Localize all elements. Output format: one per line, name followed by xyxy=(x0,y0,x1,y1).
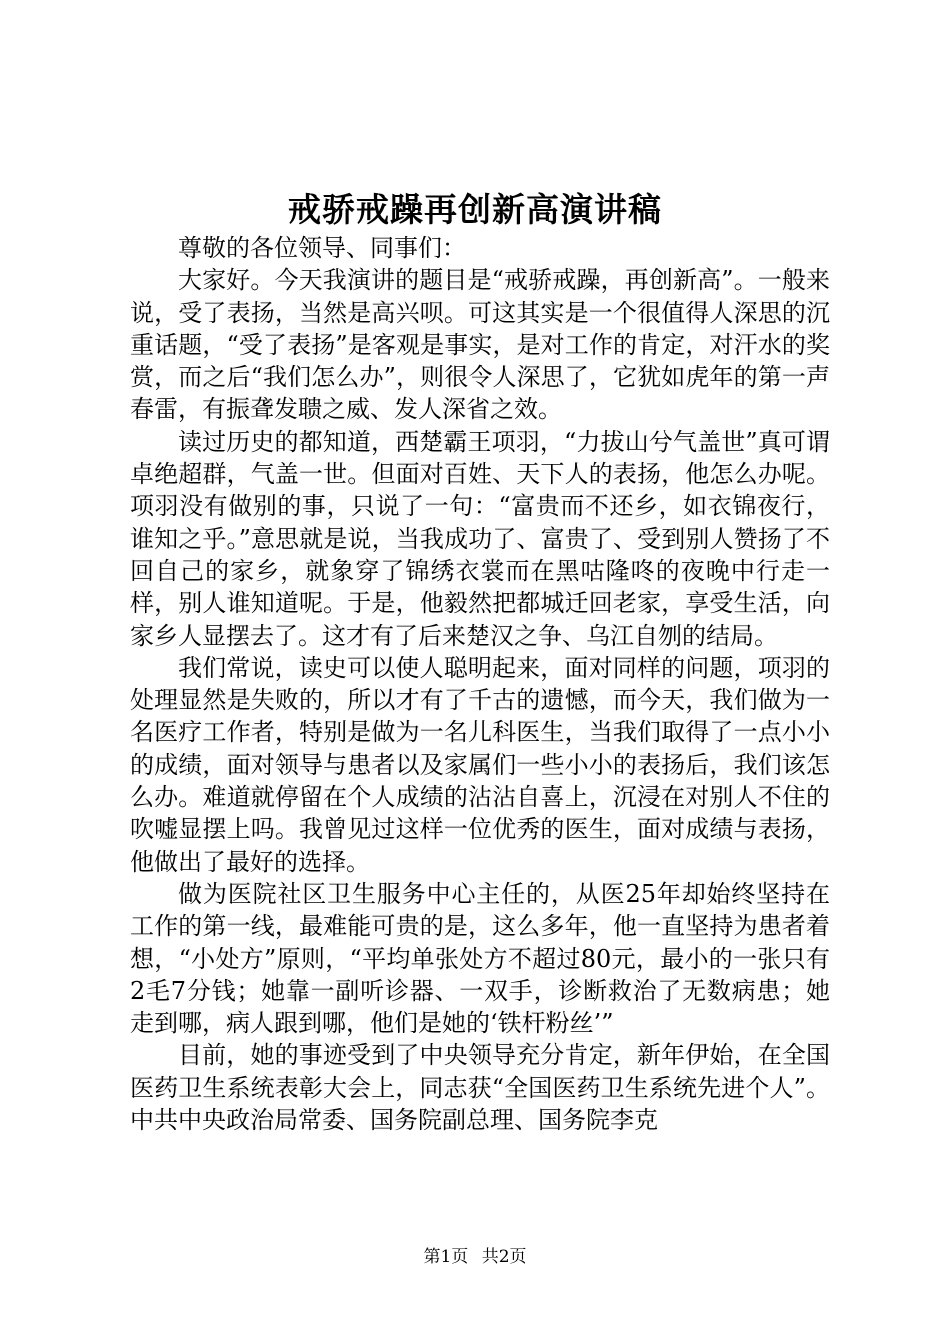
paragraph-5: 目前，她的事迹受到了中央领导充分肯定，新年伊始，在全国医药卫生系统表彰大会上，同志获“全国医药卫生系统先进个人”。中共中央政治局常委、国务院副总理、国务院李克 xyxy=(130,1041,830,1135)
salutation: 尊敬的各位领导、同事们： xyxy=(178,234,466,262)
document-body xyxy=(130,232,830,1136)
paragraph-3: 我们常说，读史可以使人聪明起来，面对同样的问题，项羽的处理显然是失败的，所以才有了千古的遗憾，而今天，我们做为一名医疗工作者，特别是做为一名儿科医生，当我们取得了一点小小的成绩，面对领导与患者以及家属们一些小小的表扬后，我们该怎么办。难道就停留在个人成绩的沾沾自喜上，沉浸在对别人不住的吹嘘显摆上吗。我曾见过这样一位优秀的医生，面对成绩与表扬，他做出了最好的选择。 xyxy=(130,653,830,876)
document-title: 戒骄戒躁再创新高演讲稿 xyxy=(288,190,662,229)
paragraph-2: 读过历史的都知道，西楚霸王项羽，“力拔山兮气盖世”真可谓卓绝超群，气盖一世。但面对百姓、天下人的表扬，他怎么办呢。项羽没有做别的事，只说了一句：“富贵而不还乡，如衣锦夜行，谁知之乎。”意思就是说，当我成功了、富贵了、受到别人赞扬了不回自己的家乡，就象穿了锦绣衣裳而在黑咕隆咚的夜晚中行走一样，别人谁知道呢。于是，他毅然把都城迁回老家，享受生活，向家乡人显摆去了。这才有了后来楚汉之争、乌江自刎的结局。 xyxy=(130,427,830,650)
paragraph-1: 大家好。今天我演讲的题目是“戒骄戒躁，再创新高”。一般来说，受了表扬，当然是高兴呗。可这其实是一个很值得人深思的沉重话题，“受了表扬”是客观是事实，是对工作的肯定，对汗水的奖赏，而之后“我们怎么办”，则很令人深思了，它犹如虎年的第一声春雷，有振聋发聩之威、发人深省之效。 xyxy=(130,266,830,424)
page-total: 共2页 xyxy=(481,1247,527,1267)
page-number: 第1页 xyxy=(423,1247,469,1267)
page-footer xyxy=(0,1245,950,1269)
paragraph-4: 做为医院社区卫生服务中心主任的，从医25年却始终坚持在工作的第一线，最难能可贵的是，这么多年，他一直坚持为患者着想，“小处方”原则，“平均单张处方不超过80元，最小的一张只有2毛7分钱；她靠一副听诊器、一双手，诊断救治了无数病患；她走到哪，病人跟到哪，他们是她的‘铁杆粉丝’” xyxy=(130,879,830,1038)
